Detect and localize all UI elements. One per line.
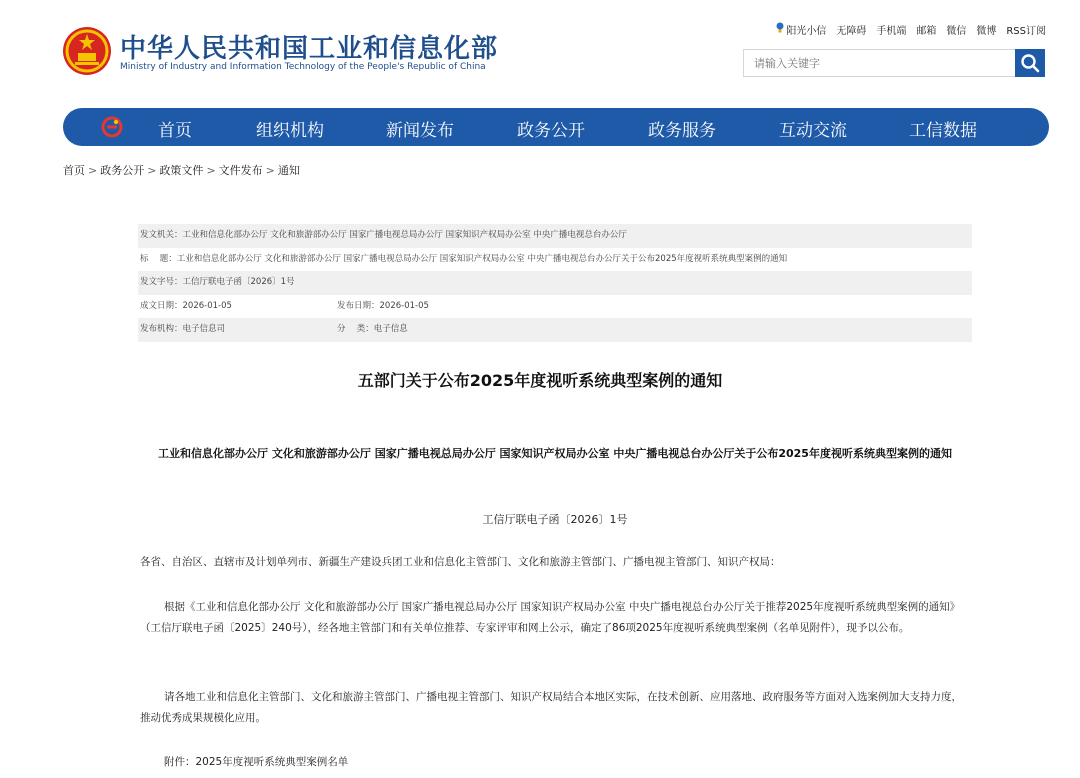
breadcrumb-file-release[interactable]: 文件发布 xyxy=(218,164,263,177)
top-link-accessibility[interactable]: 无障碍 xyxy=(836,26,867,37)
top-link-wechat[interactable]: 微信 xyxy=(946,26,967,37)
site-title[interactable]: 中华人民共和国工业和信息化部 xyxy=(120,34,499,64)
search-input[interactable] xyxy=(743,49,1015,77)
national-emblem-icon xyxy=(62,26,112,76)
meta-org-row xyxy=(138,318,972,342)
nav-gov-services[interactable]: 政务服务 xyxy=(648,121,716,141)
nav-organization[interactable]: 组织机构 xyxy=(256,121,324,141)
top-link-mail[interactable]: 邮箱 xyxy=(916,26,937,37)
bulb-icon xyxy=(776,22,784,34)
meta-dates-row xyxy=(138,295,972,319)
article-salutation: 各省、自治区、直辖市及计划单列市、新疆生产建设兵团工业和信息化主管部门、文化和旅游主管部门、广播电视主管部门、知识产权局： xyxy=(140,556,781,568)
nav-home[interactable]: 首页 xyxy=(158,121,192,141)
nav-gov-affairs[interactable]: 政务公开 xyxy=(517,121,585,141)
meta-published-date: 发布日期：2026-01-05 xyxy=(337,300,429,311)
meta-created-date: 成文日期：2026-01-05 xyxy=(140,300,232,311)
breadcrumb-separator: > xyxy=(206,164,216,177)
top-link-rss[interactable]: RSS订阅 xyxy=(1006,26,1046,37)
main-nav xyxy=(63,108,1049,146)
search-box xyxy=(743,49,1047,79)
nav-data[interactable]: 工信数据 xyxy=(909,121,977,141)
top-link-sunshine[interactable]: 阳光小信 xyxy=(776,22,826,37)
breadcrumb-home[interactable]: 首页 xyxy=(63,164,85,177)
breadcrumb-separator: > xyxy=(265,164,275,177)
article-attachment-link[interactable]: 附件：2025年度视听系统典型案例名单 xyxy=(164,756,349,768)
ministry-logo-icon[interactable] xyxy=(101,116,123,138)
article-paragraph-1: 根据《工业和信息化部办公厅 文化和旅游部办公厅 国家广播电视总局办公厅 国家知识产权局办公室 中央广播电视总台办公厅关于推荐2025年度视听系统典型案例的通知》（工信厅联电子函〔2025〕240号），经各地主管部门和有关单位推荐、专家评审和网上公示，确定了86项2025年度视听系统典型案例（名单见附件），现予以公布。 xyxy=(140,601,961,634)
meta-title: 标 题：工业和信息化部办公厅 文化和旅游部办公厅 国家广播电视总局办公厅 国家知识产权局办公室 中央广播电视总台办公厅关于公布2025年度视听系统典型案例的通知 xyxy=(140,253,788,264)
meta-org: 发布机构：电子信息司 xyxy=(140,324,226,334)
search-icon xyxy=(1015,49,1045,77)
breadcrumb-gov-affairs[interactable]: 政务公开 xyxy=(100,164,145,177)
nav-news[interactable]: 新闻发布 xyxy=(386,121,454,141)
meta-issuer: 发文机关：工业和信息化部办公厅 文化和旅游部办公厅 国家广播电视总局办公厅 国家知识产权局办公室 中央广播电视总台办公厅 xyxy=(138,224,972,248)
breadcrumb xyxy=(63,162,300,178)
article-paragraph-2: 请各地工业和信息化主管部门、文化和旅游主管部门、广播电视主管部门、知识产权局结合本地区实际，在技术创新、应用落地、政府服务等方面对入选案例加大支持力度，推动优秀成果规模化应用。 xyxy=(140,691,962,724)
top-link-mobile[interactable]: 手机端 xyxy=(876,26,907,37)
article-doc-number: 工信厅联电子函〔2026〕1号 xyxy=(482,513,628,526)
top-links xyxy=(776,22,1046,37)
breadcrumb-policy[interactable]: 政策文件 xyxy=(159,164,204,177)
breadcrumb-separator: > xyxy=(88,164,98,177)
article-subtitle: 工业和信息化部办公厅 文化和旅游部办公厅 国家广播电视总局办公厅 国家知识产权局办公室 中央广播电视总台办公厅关于公布2025年度视听系统典型案例的通知 xyxy=(158,447,952,460)
breadcrumb-notice[interactable]: 通知 xyxy=(277,164,300,177)
breadcrumb-separator: > xyxy=(147,164,157,177)
search-button[interactable] xyxy=(1015,49,1045,77)
meta-category: 分 类：电子信息 xyxy=(337,324,408,334)
article-title: 五部门关于公布2025年度视听系统典型案例的通知 xyxy=(357,371,723,390)
top-link-weibo[interactable]: 微博 xyxy=(976,26,997,37)
nav-interaction[interactable]: 互动交流 xyxy=(779,121,847,141)
site-subtitle-en: Ministry of Industry and Information Technology of the People's Republic of China xyxy=(120,62,486,72)
meta-doc-number: 发文字号：工信厅联电子函〔2026〕1号 xyxy=(138,271,972,295)
document-meta-table xyxy=(138,224,972,342)
